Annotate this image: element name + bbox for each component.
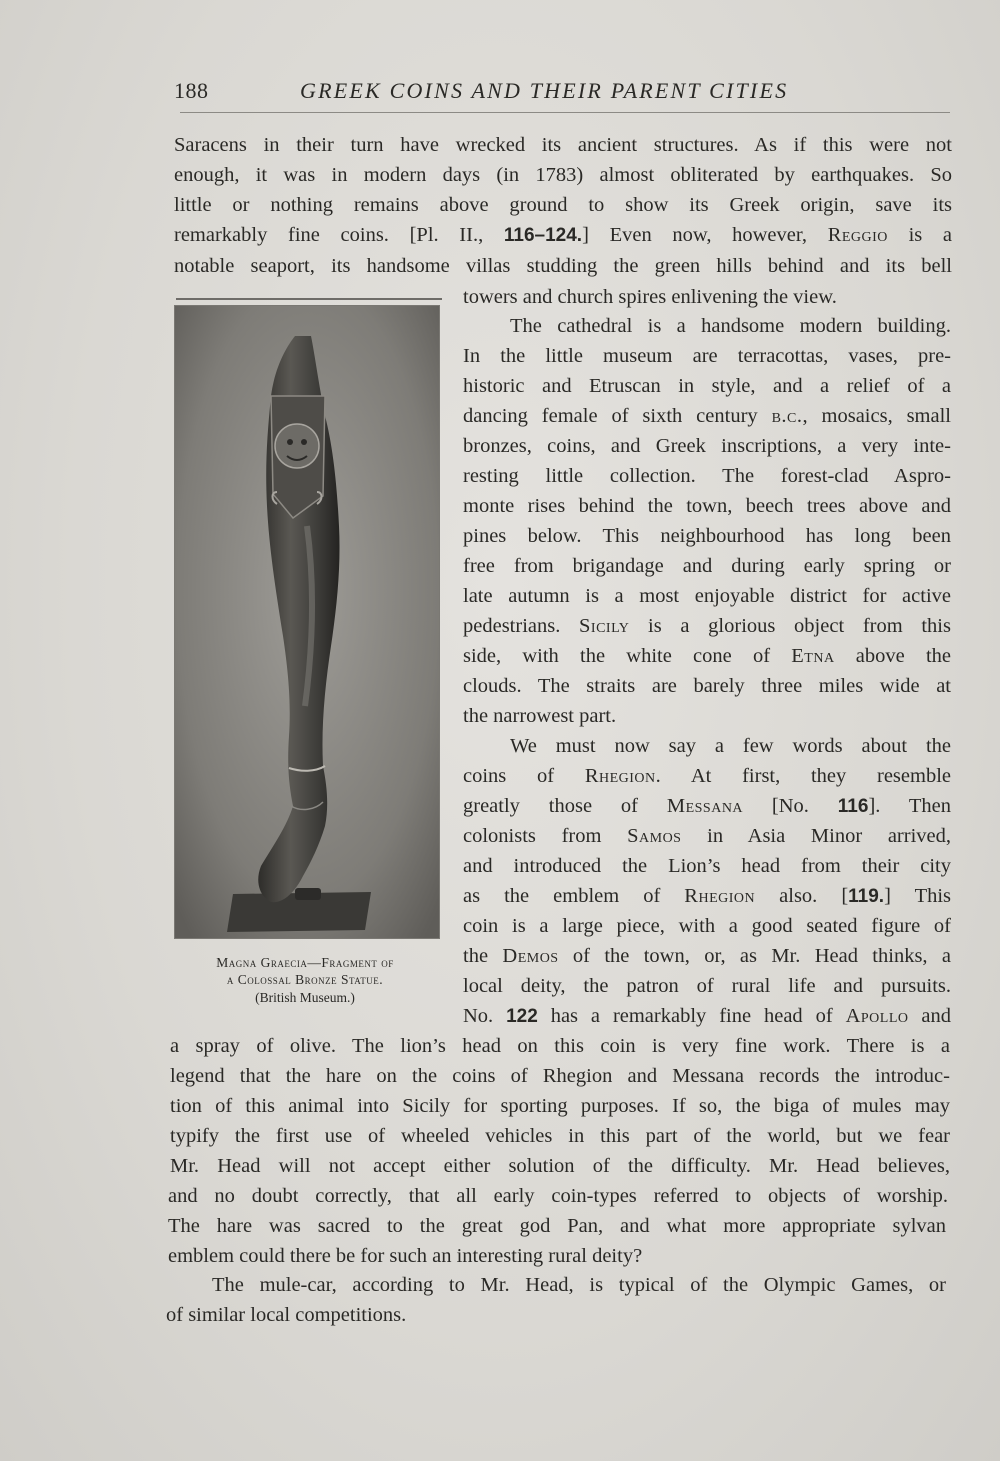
text-line: towers and church spires enlivening the view. bbox=[463, 286, 837, 308]
figure-caption-line: Magna Graecia—Fragment of bbox=[216, 955, 394, 970]
text-line: bronzes, coins, and Greek inscriptions, a very inte- bbox=[463, 435, 951, 457]
text-line: greatly those of Messana [No. 116]. Then bbox=[463, 795, 952, 817]
text-line: enough, it was in modern days (in 1783) almost obliterated by earthquakes. So bbox=[174, 164, 952, 186]
text-line: typify the first use of wheeled vehicles in this part of the world, but we fear bbox=[170, 1125, 950, 1147]
text-line: notable seaport, its handsome villas studding the green hills behind and its bell bbox=[174, 255, 952, 277]
page-header bbox=[172, 78, 952, 110]
text-line: The hare was sacred to the great god Pan, and what more appropriate sylvan bbox=[168, 1215, 946, 1237]
text-line: dancing female of sixth century b.c., mosaics, small bbox=[463, 405, 951, 427]
text-line: monte rises behind the town, beech trees above and bbox=[463, 495, 951, 517]
text-line: clouds. The straits are barely three miles wide at bbox=[463, 675, 951, 697]
text-line: coins of Rhegion. At first, they resemble bbox=[463, 765, 951, 787]
text-line: local deity, the patron of rural life and pursuits. bbox=[463, 975, 951, 997]
text-line: No. 122 has a remarkably fine head of Apollo and bbox=[463, 1005, 951, 1027]
text-line: tion of this animal into Sicily for sporting purposes. If so, the biga of mules may bbox=[170, 1095, 950, 1117]
text-line: The cathedral is a handsome modern building. bbox=[510, 315, 951, 337]
text-line: The mule-car, according to Mr. Head, is typical of the Olympic Games, or bbox=[212, 1274, 946, 1296]
text-line: as the emblem of Rhegion also. [119.] This bbox=[463, 885, 952, 907]
text-line: and no doubt correctly, that all early coin-types referred to objects of worship. bbox=[168, 1185, 948, 1207]
figure-caption-source: (British Museum.) bbox=[255, 990, 355, 1005]
text-line: free from brigandage and during early spring or bbox=[463, 555, 951, 577]
text-line: pines below. This neighbourhood has long been bbox=[463, 525, 951, 547]
text-line: coin is a large piece, with a good seated figure of bbox=[463, 915, 951, 937]
text-line: of similar local competitions. bbox=[166, 1304, 407, 1326]
bronze-leg-image bbox=[175, 306, 440, 939]
figure-top-rule bbox=[176, 298, 442, 300]
text-line: remarkably fine coins. [Pl. II., 116–124.] Even now, however, Reggio is a bbox=[174, 224, 953, 246]
text-line: pedestrians. Sicily is a glorious object from this bbox=[463, 615, 951, 637]
text-line: In the little museum are terracottas, vases, pre- bbox=[463, 345, 951, 367]
text-line: late autumn is a most enjoyable district for active bbox=[463, 585, 951, 607]
text-line: Mr. Head will not accept either solution of the difficulty. Mr. Head believes, bbox=[170, 1155, 950, 1177]
text-line: side, with the white cone of Etna above the bbox=[463, 645, 951, 667]
figure-caption-line: a Colossal Bronze Statue. bbox=[226, 972, 384, 987]
header-rule bbox=[180, 112, 950, 113]
text-line: the Demos of the town, or, as Mr. Head thinks, a bbox=[463, 945, 951, 967]
text-line: colonists from Samos in Asia Minor arrived, bbox=[463, 825, 951, 847]
page-number: 188 bbox=[174, 78, 209, 103]
text-line: little or nothing remains above ground to show its Greek origin, save its bbox=[174, 194, 952, 216]
text-line: historic and Etruscan in style, and a relief of a bbox=[463, 375, 951, 397]
text-line: legend that the hare on the coins of Rhegion and Messana records the introduc- bbox=[170, 1065, 950, 1087]
text-line: resting little collection. The forest-clad Aspro- bbox=[463, 465, 951, 487]
text-line: emblem could there be for such an interesting rural deity? bbox=[168, 1245, 643, 1267]
text-line: the narrowest part. bbox=[463, 705, 617, 727]
text-line: a spray of olive. The lion’s head on this coin is very fine work. There is a bbox=[170, 1035, 950, 1057]
text-line: Saracens in their turn have wrecked its ancient structures. As if this were not bbox=[174, 134, 952, 156]
bronze-statue-photograph bbox=[174, 305, 440, 939]
text-line: and introduced the Lion’s head from their city bbox=[463, 855, 951, 877]
running-title: GREEK COINS AND THEIR PARENT CITIES bbox=[300, 78, 789, 103]
text-line: We must now say a few words about the bbox=[510, 735, 951, 757]
